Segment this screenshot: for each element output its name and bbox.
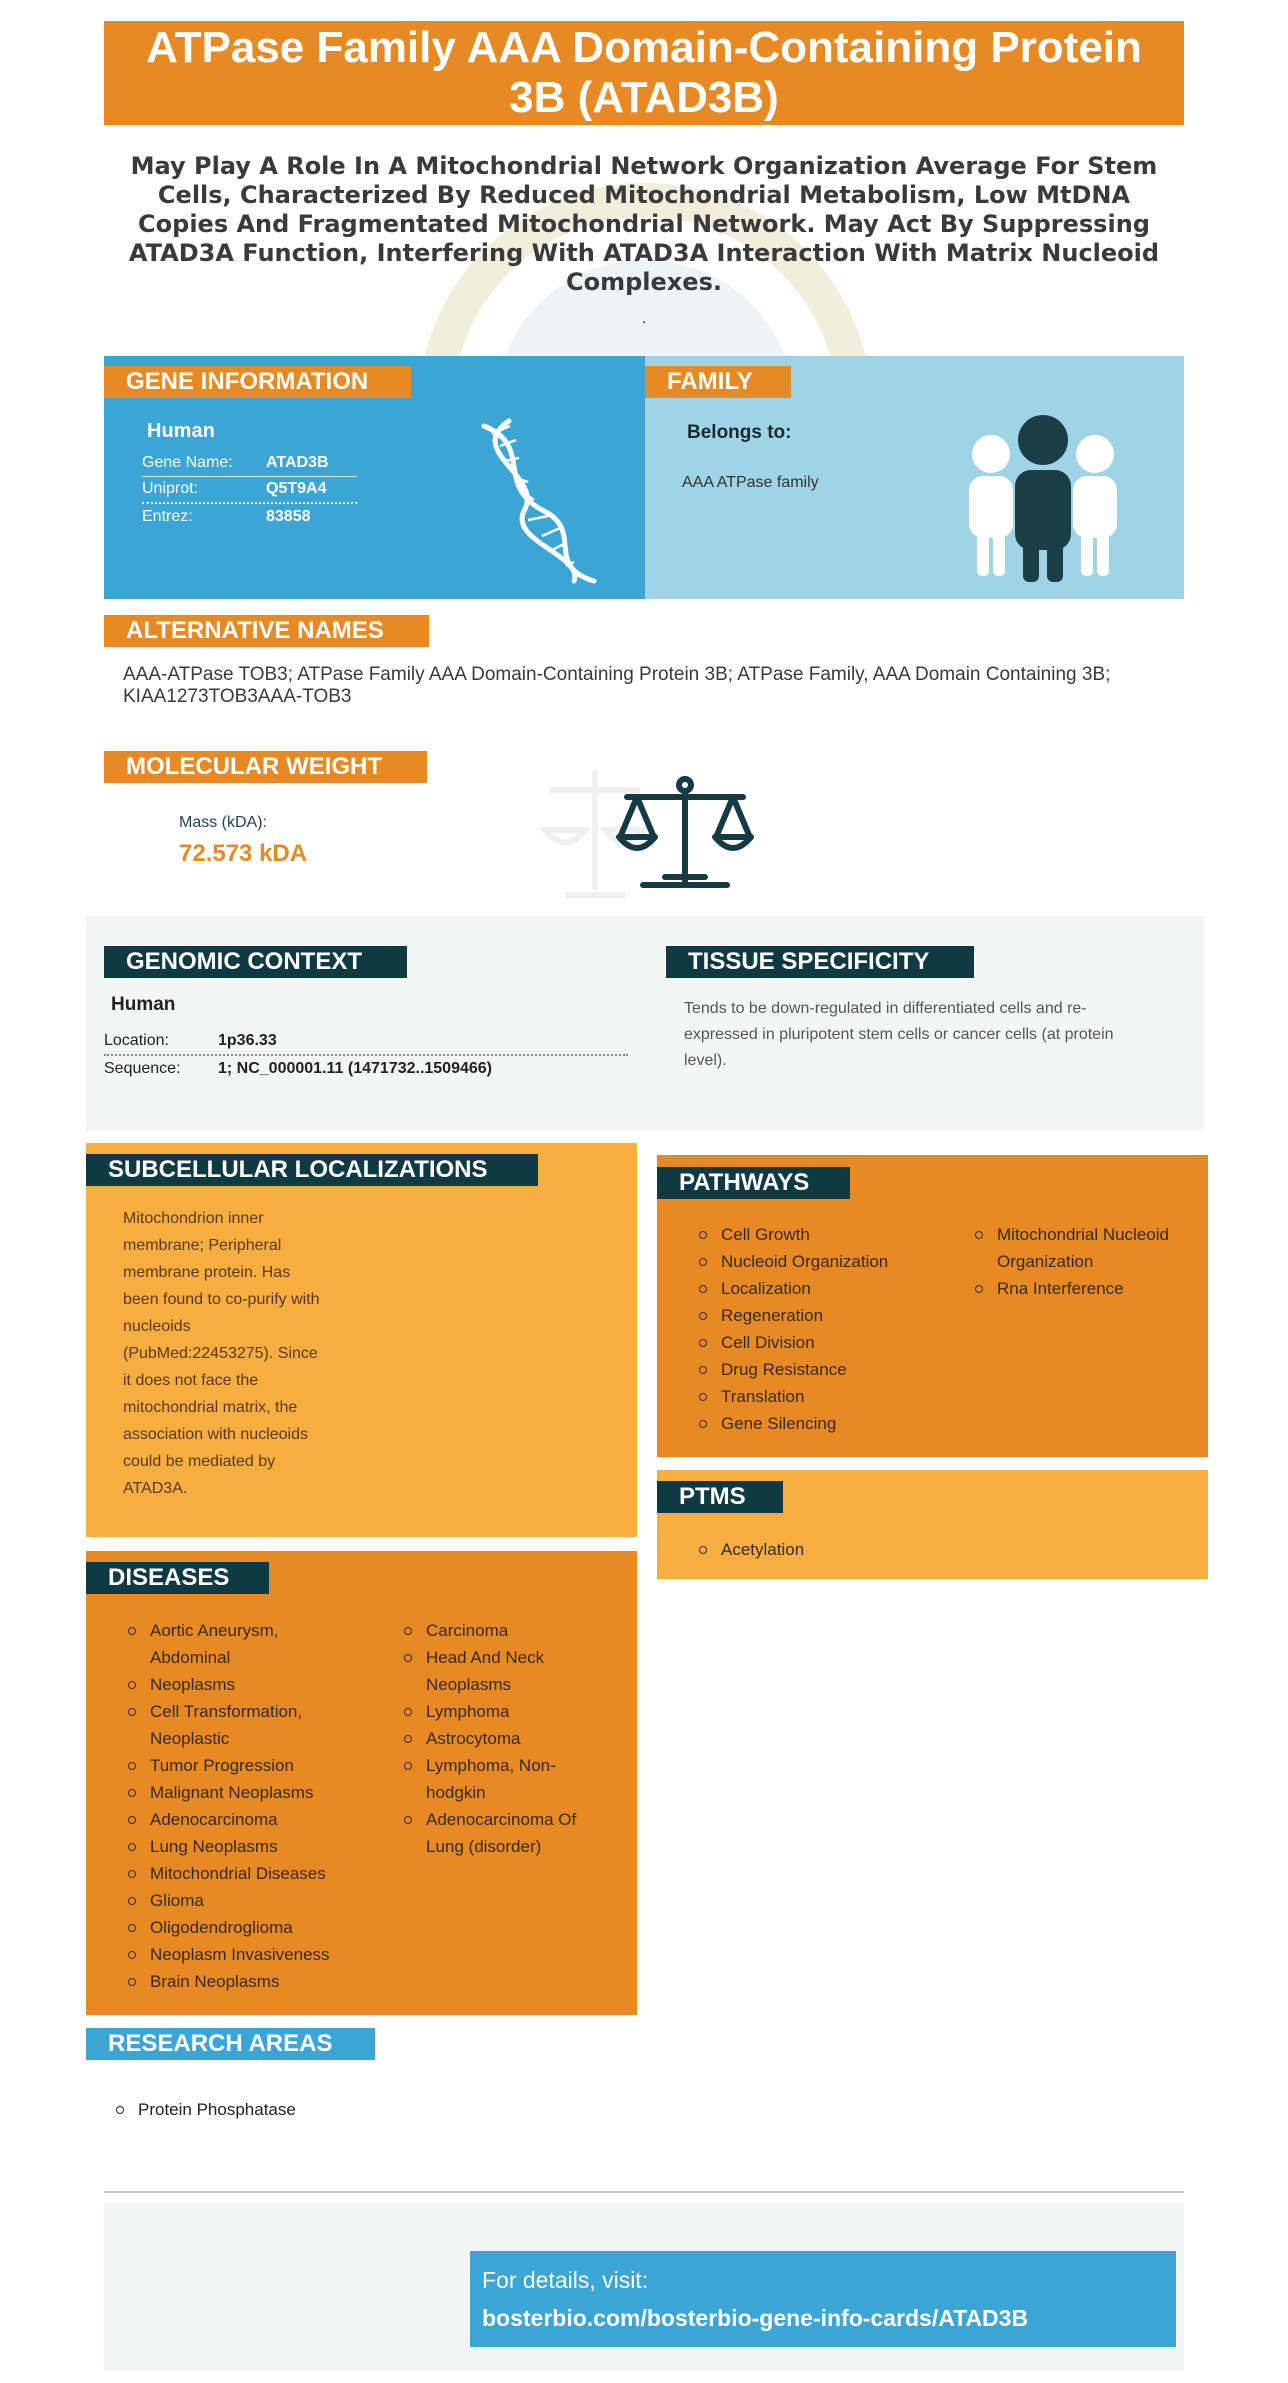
details-link-box[interactable] xyxy=(470,2251,1176,2347)
list-item: Mitochondrial Nucleoid Organization xyxy=(973,1221,1193,1275)
list-item: Oligodendroglioma xyxy=(126,1914,356,1941)
uniprot-label: Uniprot: xyxy=(142,480,199,497)
research-areas-list xyxy=(114,2096,514,2123)
gene-species: Human xyxy=(147,420,215,442)
footer-divider xyxy=(104,2191,1184,2193)
list-item: Astrocytoma xyxy=(402,1725,602,1752)
list-item: Nucleoid Organization xyxy=(697,1248,947,1275)
location-label: Location: xyxy=(104,1032,169,1049)
gene-information-panel xyxy=(104,356,645,599)
gene-information-heading: GENE INFORMATION xyxy=(104,366,411,398)
page-title: ATPase Family AAA Domain-Containing Protein 3B (ATAD3B) xyxy=(104,21,1184,125)
list-item: Cell Transformation, Neoplastic xyxy=(126,1698,356,1752)
molecular-weight-heading: MOLECULAR WEIGHT xyxy=(104,751,427,783)
details-url-link[interactable]: bosterbio.com/bosterbio-gene-info-cards/ATAD3B xyxy=(482,2305,1029,2331)
list-item: Tumor Progression xyxy=(126,1752,356,1779)
entrez-label: Entrez: xyxy=(142,508,193,525)
gene-name-label: Gene Name: xyxy=(142,454,233,471)
pathways-panel xyxy=(657,1155,1208,1457)
list-item: Protein Phosphatase xyxy=(114,2096,514,2123)
pathways-list-right xyxy=(973,1221,1193,1302)
gene-name-row xyxy=(142,450,357,477)
list-item: Translation xyxy=(697,1383,947,1410)
dna-helix-icon xyxy=(464,416,614,586)
tissue-specificity-text: Tends to be down-regulated in differentiated cells and re-expressed in pluripotent stem cells or cancer cells (at protein level). xyxy=(684,1000,1114,1069)
sequence-value: 1; NC_000001.11 (1471732..1509466) xyxy=(218,1060,492,1077)
details-prompt: For details, visit: xyxy=(482,2267,649,2293)
list-item: Cell Growth xyxy=(697,1221,947,1248)
diseases-heading: DISEASES xyxy=(86,1562,269,1594)
list-item: Drug Resistance xyxy=(697,1356,947,1383)
sequence-label: Sequence: xyxy=(104,1060,181,1077)
uniprot-value: Q5T9A4 xyxy=(266,480,327,497)
mass-value: 72.573 kDA xyxy=(179,840,308,867)
alternative-names-heading: ALTERNATIVE NAMES xyxy=(104,615,429,647)
list-item: Lymphoma xyxy=(402,1698,602,1725)
list-item: Neoplasm Invasiveness xyxy=(126,1941,356,1968)
list-item: Localization xyxy=(697,1275,947,1302)
list-item: Acetylation xyxy=(697,1536,997,1563)
list-item: Glioma xyxy=(126,1887,356,1914)
genomic-species: Human xyxy=(111,994,176,1015)
genomic-context-heading: GENOMIC CONTEXT xyxy=(104,946,407,978)
list-item: Lymphoma, Non-hodgkin xyxy=(402,1752,602,1806)
tissue-specificity-heading: TISSUE SPECIFICITY xyxy=(666,946,974,978)
list-item: Rna Interference xyxy=(973,1275,1193,1302)
balance-scale-icon xyxy=(615,775,755,895)
diseases-list-right xyxy=(402,1617,602,1860)
family-panel xyxy=(645,356,1184,599)
family-value: AAA ATPase family xyxy=(682,474,819,491)
location-value: 1p36.33 xyxy=(218,1032,277,1049)
entrez-row xyxy=(142,504,357,530)
research-areas-heading: RESEARCH AREAS xyxy=(86,2028,375,2060)
sequence-row xyxy=(104,1058,628,1082)
subcellular-text: Mitochondrion inner membrane; Peripheral membrane protein. Has been found to co-purify with nucleoids (PubMed:22453275). Since it does not face the mitochondrial matrix, the association with nucleoids could be mediated by ATAD3A. xyxy=(123,1210,320,1497)
alternative-names-text: AAA-ATPase TOB3; ATPase Family AAA Domain-Containing Protein 3B; ATPase Family, AAA Domain Containing 3B; KIAA1273TOB3AAA-TOB3 xyxy=(123,664,1111,707)
gene-name-value: ATAD3B xyxy=(266,454,329,471)
separator-dot: . xyxy=(642,310,647,327)
list-item: Cell Division xyxy=(697,1329,947,1356)
uniprot-row xyxy=(142,476,357,504)
people-family-icon xyxy=(963,414,1123,584)
subcellular-heading: SUBCELLULAR LOCALIZATIONS xyxy=(86,1154,538,1186)
list-item: Malignant Neoplasms xyxy=(126,1779,356,1806)
ptms-heading: PTMS xyxy=(657,1481,783,1513)
subcellular-panel xyxy=(86,1143,637,1537)
list-item: Neoplasms xyxy=(126,1671,356,1698)
diseases-panel xyxy=(86,1551,637,2015)
list-item: Head And Neck Neoplasms xyxy=(402,1644,602,1698)
list-item: Lung Neoplasms xyxy=(126,1833,356,1860)
family-heading: FAMILY xyxy=(645,366,791,398)
list-item: Brain Neoplasms xyxy=(126,1968,356,1995)
genomic-tissue-band xyxy=(86,916,1204,1130)
list-item: Adenocarcinoma Of Lung (disorder) xyxy=(402,1806,602,1860)
list-item: Regeneration xyxy=(697,1302,947,1329)
pathways-heading: PATHWAYS xyxy=(657,1167,850,1199)
ptms-list xyxy=(697,1536,997,1563)
belongs-to-label: Belongs to: xyxy=(687,422,792,443)
list-item: Carcinoma xyxy=(402,1617,602,1644)
list-item: Mitochondrial Diseases xyxy=(126,1860,356,1887)
pathways-list-left xyxy=(697,1221,947,1437)
location-row xyxy=(104,1030,628,1056)
diseases-list-left xyxy=(126,1617,356,1995)
entrez-value: 83858 xyxy=(266,508,311,525)
list-item: Adenocarcinoma xyxy=(126,1806,356,1833)
protein-summary: May Play A Role In A Mitochondrial Network Organization Average For Stem Cells, Characterized By Reduced Mitochondrial Metabolism, Low MtDNA Copies And Fragmentated Mitochondrial Network. May Act By Suppressing ATAD3A Function, Interfering With ATAD3A Interaction With Matrix Nucleoid Complexes. xyxy=(128,152,1160,296)
list-item: Gene Silencing xyxy=(697,1410,947,1437)
mass-label: Mass (kDA): xyxy=(179,814,267,831)
ptms-panel xyxy=(657,1470,1208,1579)
list-item: Aortic Aneurysm, Abdominal xyxy=(126,1617,356,1671)
